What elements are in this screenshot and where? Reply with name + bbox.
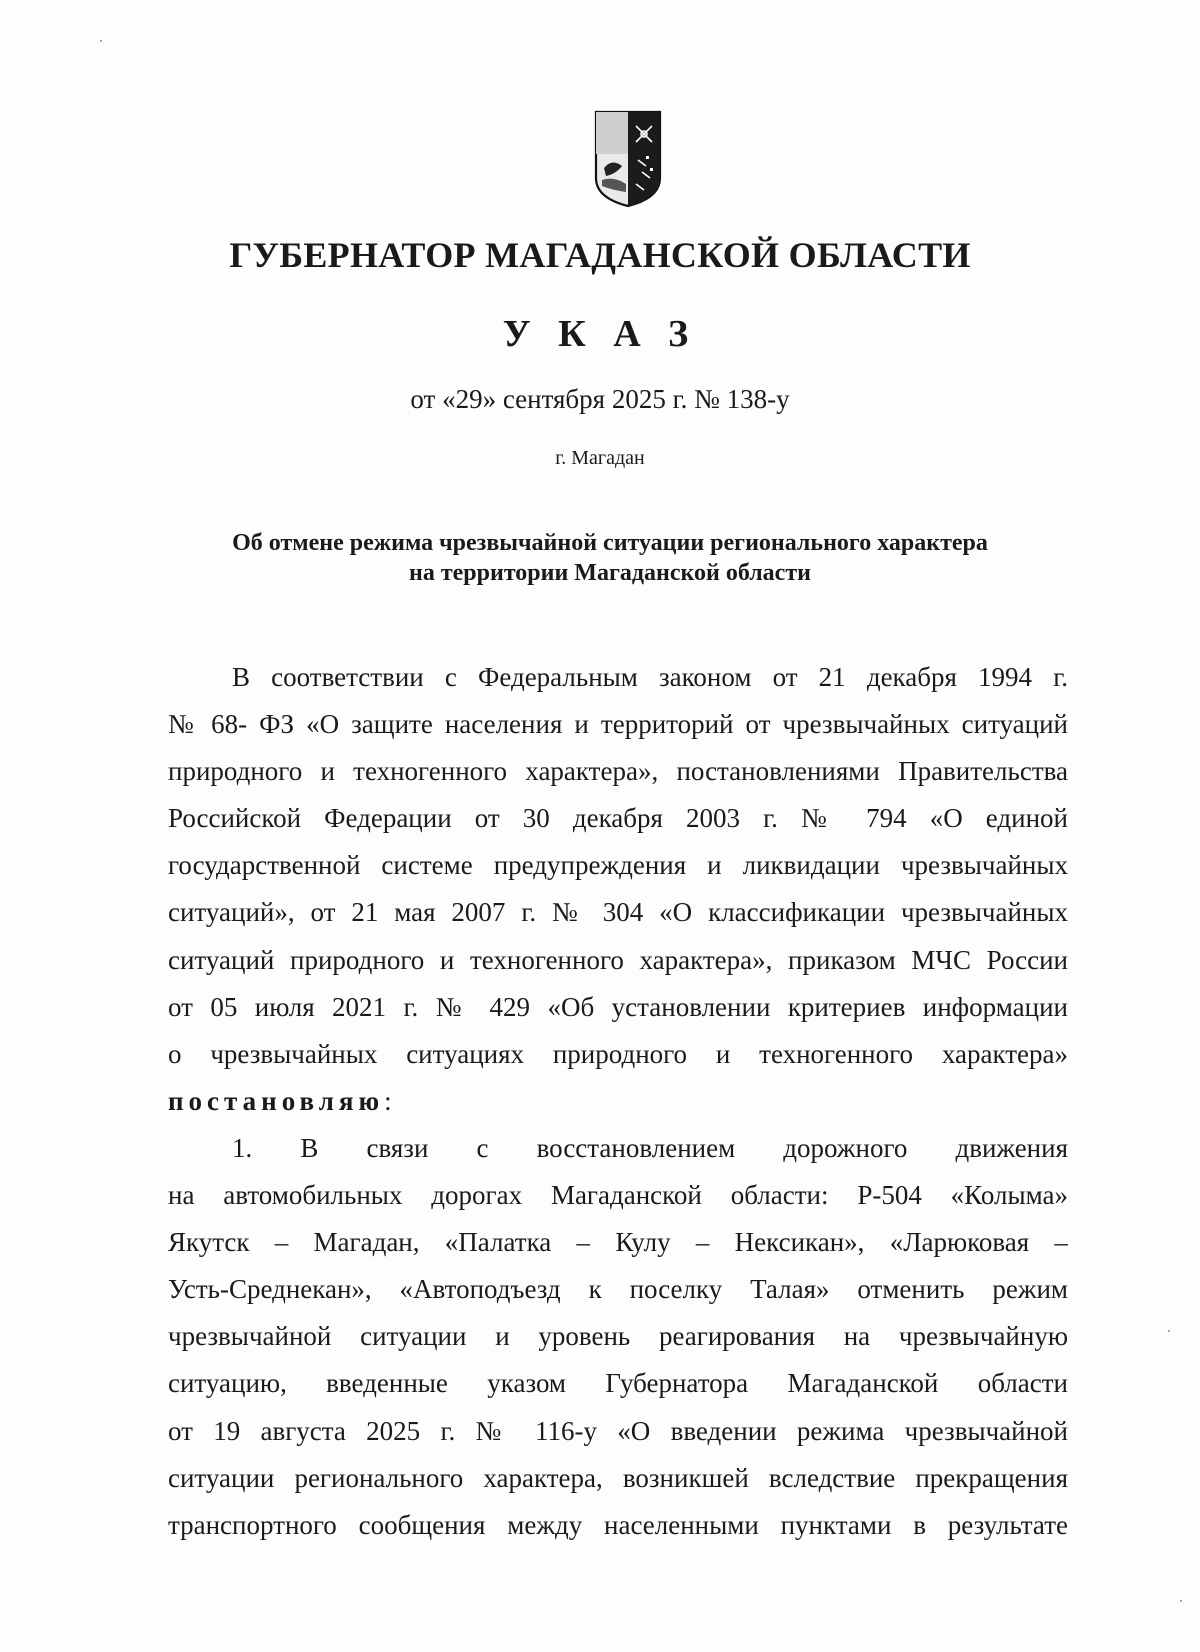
decree-title bbox=[150, 528, 1070, 588]
decree-body bbox=[168, 654, 1068, 1549]
decree-date-number: от «29» сентября 2025 г. № 138-у bbox=[410, 384, 790, 414]
preamble-line: о чрезвычайных ситуациях природного и техногенного характера» bbox=[168, 1038, 1068, 1069]
issue-city: г. Магадан bbox=[555, 447, 645, 469]
preamble-line: Российской Федерации от 30 декабря 2003 г. № 794 «О единой bbox=[168, 803, 1068, 834]
preamble-line: ситуаций природного и техногенного характера», приказом МЧС России bbox=[168, 944, 1068, 975]
item-1-line: чрезвычайной ситуации и уровень реагирования на чрезвычайную bbox=[168, 1321, 1068, 1352]
preamble-line: природного и техногенного характера», постановлениями Правительства bbox=[168, 756, 1068, 787]
preamble-line: ситуаций», от 21 мая 2007 г. № 304 «О классификации чрезвычайных bbox=[168, 897, 1068, 928]
coat-of-arms-svg bbox=[590, 108, 666, 208]
preamble-line: № 68- ФЗ «О защите населения и территорий от чрезвычайных ситуаций bbox=[168, 709, 1068, 740]
item-1-line: ситуацию, введенные указом Губернатора Магаданской области bbox=[168, 1368, 1068, 1399]
decree-title-line: Об отмене режима чрезвычайной ситуации регионального характера bbox=[232, 530, 988, 556]
coat-of-arms-icon bbox=[590, 108, 666, 208]
scan-speck bbox=[100, 40, 102, 42]
decree-resolution-colon: : bbox=[384, 1085, 392, 1116]
preamble-line: от 05 июля 2021 г. № 429 «Об установлении критериев информации bbox=[168, 991, 1068, 1022]
scan-speck bbox=[1180, 1600, 1182, 1602]
item-1-line: на автомобильных дорогах Магаданской области: Р-504 «Колыма» bbox=[168, 1180, 1068, 1211]
item-1-line: от 19 августа 2025 г. № 116-у «О введении режима чрезвычайной bbox=[168, 1415, 1068, 1446]
preamble-line: государственной системе предупреждения и ликвидации чрезвычайных bbox=[168, 850, 1068, 881]
item-1-line: ситуации регионального характера, возникшей вследствие прекращения bbox=[168, 1462, 1068, 1493]
decree-resolution-word: постановляю bbox=[168, 1085, 385, 1116]
item-1-line: Усть-Среднекан», «Автоподъезд к поселку Талая» отменить режим bbox=[168, 1274, 1068, 1305]
item-1-line: транспортного сообщения между населенными пунктами в результате bbox=[168, 1509, 1068, 1540]
issuing-authority: ГУБЕРНАТОР МАГАДАНСКОЙ ОБЛАСТИ bbox=[229, 235, 971, 275]
decree-resolution-line bbox=[168, 1078, 1068, 1125]
item-1-line: 1. В связи с восстановлением дорожного движения bbox=[232, 1132, 1068, 1163]
document-type: У К А З bbox=[502, 313, 698, 355]
scan-speck bbox=[1168, 1330, 1170, 1332]
preamble-line: В соответствии с Федеральным законом от 21 декабря 1994 г. bbox=[232, 662, 1068, 692]
decree-title-line: на территории Магаданской области bbox=[409, 560, 811, 586]
item-1-line: Якутск – Магадан, «Палатка – Кулу – Нексикан», «Ларюковая – bbox=[168, 1227, 1068, 1258]
